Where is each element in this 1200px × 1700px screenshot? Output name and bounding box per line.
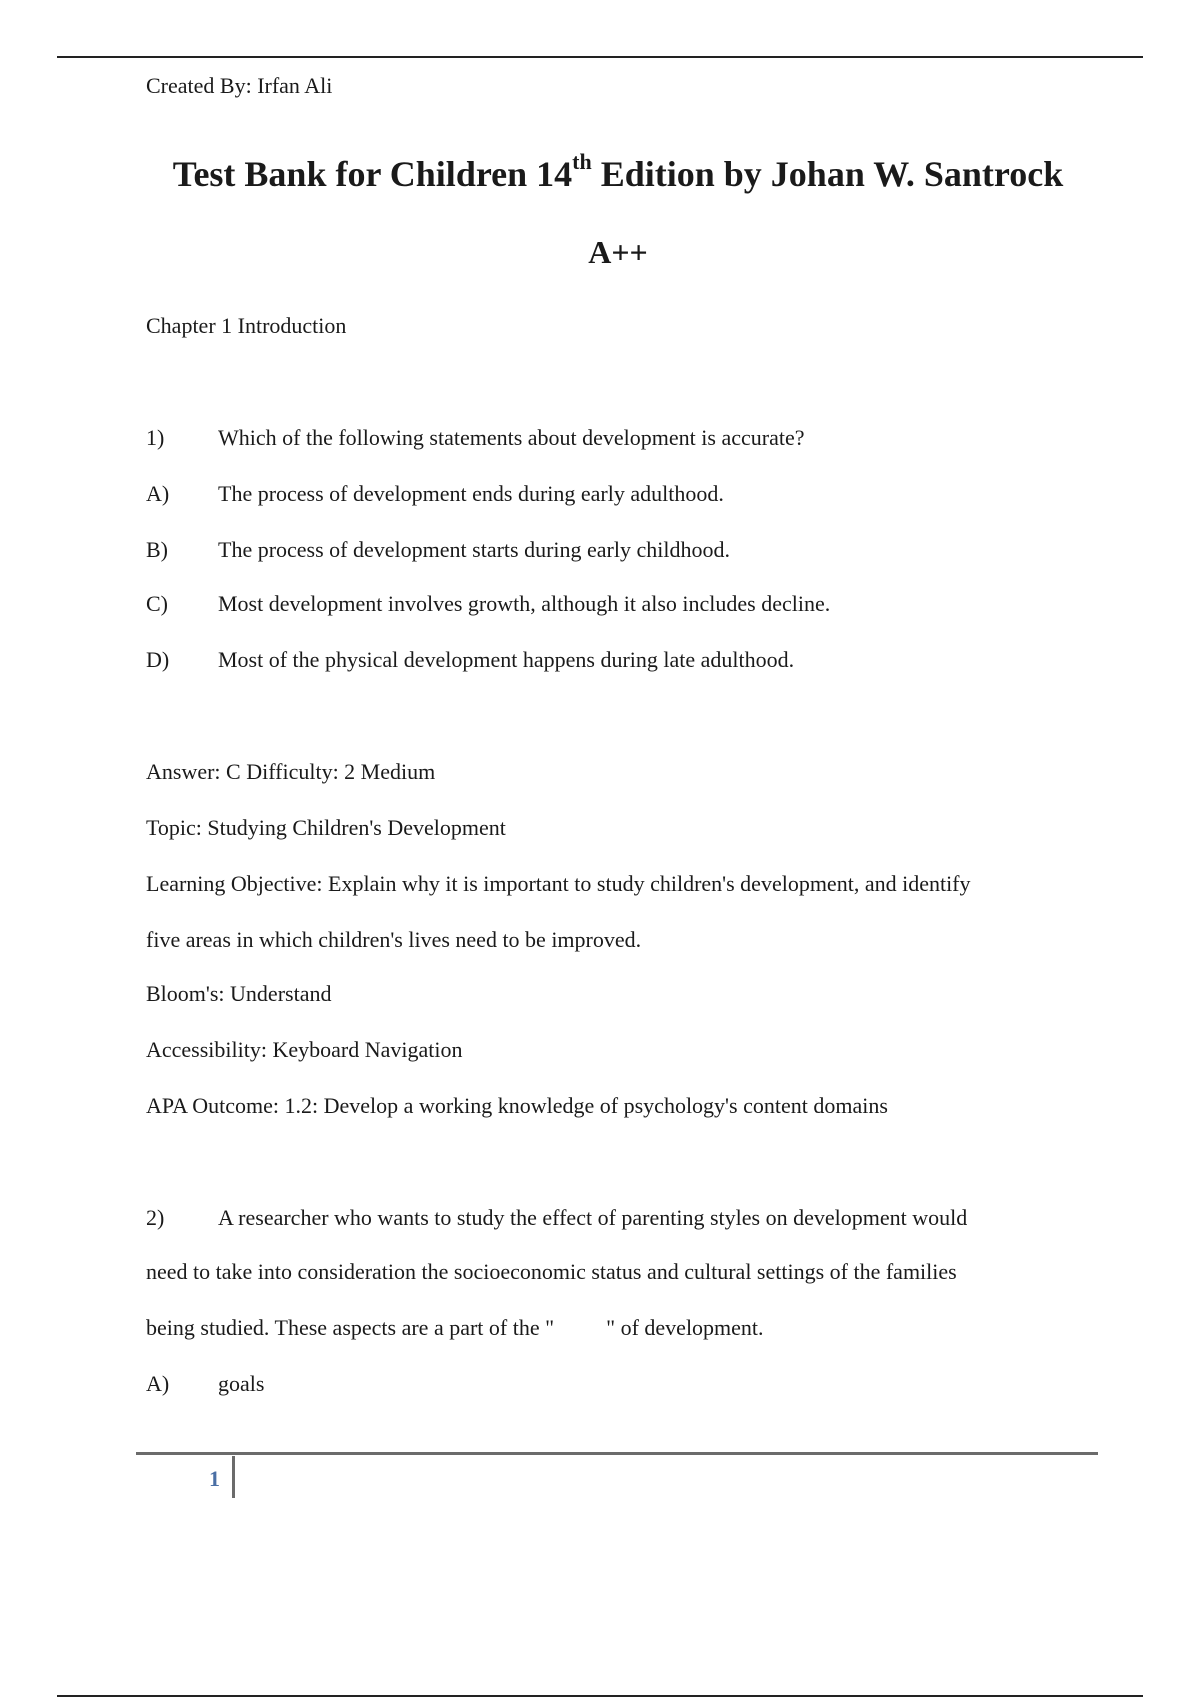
question-text: Which of the following statements about development is accurate? [218,425,805,450]
option-label: C) [146,591,168,616]
question-2-line-2: need to take into consideration the socioeconomic status and cultural settings of the families [146,1259,957,1284]
question-2 [146,1204,967,1232]
title-main: Test Bank for Children 14 [172,154,573,194]
question-text: A researcher who wants to study the effect of parenting styles on development would [218,1205,968,1230]
question-1 [146,424,804,452]
page-number: 1 [209,1466,220,1491]
blooms-line: Bloom's: Understand [146,981,332,1006]
title-rest: Edition by Johan W. Santrock [591,154,1064,194]
option-text: Most development involves growth, although it also includes decline. [218,591,831,616]
option-text: The process of development starts during early childhood. [218,537,730,562]
grade-heading: A++ [588,234,648,270]
top-rule [57,56,1143,58]
accessibility-line: Accessibility: Keyboard Navigation [146,1037,463,1062]
option-text: The process of development ends during early adulthood. [218,481,724,506]
question-number: 1) [146,425,165,450]
option-b [146,536,730,564]
option-a [146,480,724,508]
option-text: Most of the physical development happens during late adulthood. [218,647,795,672]
objective-line-2: five areas in which children's lives need to be improved. [146,927,642,952]
chapter-heading: Chapter 1 Introduction [146,313,347,338]
question-2-text-before-blank: being studied. These aspects are a part of the " [146,1315,555,1340]
answer-line: Answer: C Difficulty: 2 Medium [146,759,436,784]
option-label: B) [146,537,168,562]
option-c [146,590,830,618]
created-by: Created By: Irfan Ali [146,73,333,98]
option-a [146,1370,264,1398]
page-number-divider [232,1456,235,1498]
option-text: goals [218,1371,265,1396]
objective-line-1: Learning Objective: Explain why it is important to study children's development, and identify [146,871,971,896]
option-label: D) [146,647,170,672]
question-number: 2) [146,1205,165,1230]
title-superscript: th [572,149,592,174]
question-2-line-3 [146,1314,764,1342]
document-title [0,144,1200,196]
option-d [146,646,794,674]
question-2-text-after-blank: " of development. [606,1315,764,1340]
footer-rule [136,1452,1098,1455]
bottom-rule [57,1695,1143,1697]
option-label: A) [146,481,170,506]
apa-outcome-line: APA Outcome: 1.2: Develop a working knowledge of psychology's content domains [146,1093,888,1118]
option-label: A) [146,1371,170,1396]
topic-line: Topic: Studying Children's Development [146,815,506,840]
